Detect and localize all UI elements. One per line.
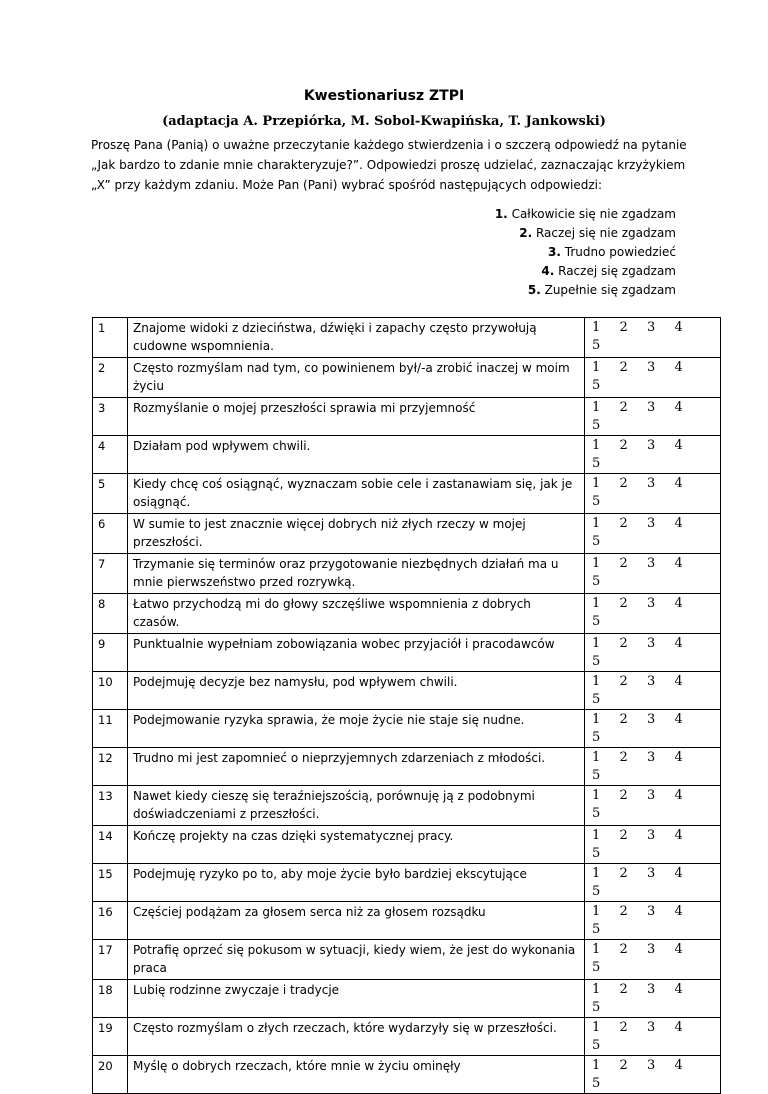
table-row <box>93 514 721 554</box>
scale-entry <box>495 281 676 300</box>
table-row <box>93 710 721 748</box>
questionnaire-table <box>92 317 721 1094</box>
answer-option-2[interactable]: 2 <box>619 750 628 765</box>
item-number: 2 <box>93 358 128 398</box>
answer-option-5[interactable]: 5 <box>592 456 601 471</box>
scale-label: Raczej się nie zgadzam <box>535 226 676 240</box>
answer-option-2[interactable]: 2 <box>619 982 628 997</box>
answer-option-1[interactable]: 1 <box>592 942 601 957</box>
answer-option-2[interactable]: 2 <box>619 360 628 375</box>
item-number: 14 <box>93 826 128 864</box>
table-row <box>93 864 721 902</box>
answer-option-3[interactable]: 3 <box>647 636 656 651</box>
answer-option-3[interactable]: 3 <box>647 1020 656 1035</box>
answer-options <box>585 1018 721 1056</box>
item-number: 9 <box>93 634 128 672</box>
answer-option-4[interactable]: 4 <box>674 866 683 881</box>
answer-options <box>585 864 721 902</box>
item-statement: Trzymanie się terminów oraz przygotowanie niezbędnych działań ma u mnie pierwszeństwo przed rozrywką. <box>128 554 585 594</box>
answer-option-1[interactable]: 1 <box>592 1058 601 1073</box>
answer-option-5[interactable]: 5 <box>592 654 601 669</box>
answer-option-2[interactable]: 2 <box>619 400 628 415</box>
answer-option-3[interactable]: 3 <box>647 750 656 765</box>
item-statement: Potrafię oprzeć się pokusom w sytuacji, kiedy wiem, że jest do wykonania praca <box>128 940 585 980</box>
answer-option-4[interactable]: 4 <box>674 674 683 689</box>
answer-option-1[interactable]: 1 <box>592 360 601 375</box>
table-row <box>93 748 721 786</box>
scale-entry <box>495 243 676 262</box>
answer-option-4[interactable]: 4 <box>674 1020 683 1035</box>
answer-option-1[interactable]: 1 <box>592 788 601 803</box>
answer-option-2[interactable]: 2 <box>619 904 628 919</box>
item-number: 12 <box>93 748 128 786</box>
item-statement: Znajome widoki z dzieciństwa, dźwięki i zapachy często przywołują cudowne wspomnienia. <box>128 318 585 358</box>
answer-option-2[interactable]: 2 <box>619 788 628 803</box>
scale-number: 1. <box>494 207 508 221</box>
answer-option-5[interactable]: 5 <box>592 692 601 707</box>
answer-option-5[interactable]: 5 <box>592 730 601 745</box>
answer-option-5[interactable]: 5 <box>592 378 601 393</box>
answer-option-2[interactable]: 2 <box>619 596 628 611</box>
instructions-line: Proszę Pana (Panią) o uważne przeczytanie każdego stwierdzenia i o szczerą odpowiedź na pytanie <box>91 138 687 152</box>
answer-option-5[interactable]: 5 <box>592 494 601 509</box>
answer-options <box>585 318 721 358</box>
answer-option-2[interactable]: 2 <box>619 828 628 843</box>
answer-options <box>585 710 721 748</box>
answer-option-3[interactable]: 3 <box>647 904 656 919</box>
answer-option-3[interactable]: 3 <box>647 400 656 415</box>
answer-option-5[interactable]: 5 <box>592 338 601 353</box>
answer-option-2[interactable]: 2 <box>619 942 628 957</box>
item-statement: Często rozmyślam o złych rzeczach, które wydarzyły się w przeszłości. <box>128 1018 585 1056</box>
instructions-line: „Jak bardzo to zdanie mnie charakteryzuje?”. Odpowiedzi proszę udzielać, zaznaczając krzyżykiem <box>91 158 686 172</box>
item-number: 15 <box>93 864 128 902</box>
answer-options <box>585 940 721 980</box>
answer-options <box>585 672 721 710</box>
answer-options <box>585 436 721 474</box>
item-number: 17 <box>93 940 128 980</box>
scale-number: 2. <box>519 226 533 240</box>
item-statement: Podejmowanie ryzyka sprawia, że moje życie nie staje się nudne. <box>128 710 585 748</box>
item-number: 5 <box>93 474 128 514</box>
answer-option-3[interactable]: 3 <box>647 476 656 491</box>
answer-option-5[interactable]: 5 <box>592 534 601 549</box>
item-number: 11 <box>93 710 128 748</box>
scale-entry <box>495 224 676 243</box>
answer-option-1[interactable]: 1 <box>592 636 601 651</box>
answer-options <box>585 748 721 786</box>
answer-option-5[interactable]: 5 <box>592 1076 601 1091</box>
answer-option-4[interactable]: 4 <box>674 596 683 611</box>
item-number: 10 <box>93 672 128 710</box>
answer-option-2[interactable]: 2 <box>619 866 628 881</box>
answer-options <box>585 474 721 514</box>
answer-option-1[interactable]: 1 <box>592 750 601 765</box>
answer-option-3[interactable]: 3 <box>647 320 656 335</box>
answer-option-3[interactable]: 3 <box>647 360 656 375</box>
table-row <box>93 554 721 594</box>
scale-entry <box>495 262 676 281</box>
answer-option-2[interactable]: 2 <box>619 1020 628 1035</box>
item-statement: Podejmuję decyzje bez namysłu, pod wpływem chwili. <box>128 672 585 710</box>
scale-label: Zupełnie się zgadzam <box>544 283 676 297</box>
item-statement: W sumie to jest znacznie więcej dobrych niż złych rzeczy w mojej przeszłości. <box>128 514 585 554</box>
item-statement: Kiedy chcę coś osiągnąć, wyznaczam sobie cele i zastanawiam się, jak je osiągnąć. <box>128 474 585 514</box>
answer-option-5[interactable]: 5 <box>592 922 601 937</box>
item-number: 16 <box>93 902 128 940</box>
answer-option-2[interactable]: 2 <box>619 712 628 727</box>
answer-option-4[interactable]: 4 <box>674 942 683 957</box>
answer-option-3[interactable]: 3 <box>647 982 656 997</box>
answer-option-2[interactable]: 2 <box>619 476 628 491</box>
item-statement: Punktualnie wypełniam zobowiązania wobec przyjaciół i pracodawców <box>128 634 585 672</box>
table-row <box>93 358 721 398</box>
item-number: 3 <box>93 398 128 436</box>
table-row <box>93 902 721 940</box>
answer-option-3[interactable]: 3 <box>647 556 656 571</box>
item-statement: Myślę o dobrych rzeczach, które mnie w życiu ominęły <box>128 1056 585 1094</box>
answer-option-3[interactable]: 3 <box>647 788 656 803</box>
page-title: Kwestionariusz ZTPI <box>303 88 465 104</box>
answer-options <box>585 634 721 672</box>
item-statement: Kończę projekty na czas dzięki systematycznej pracy. <box>128 826 585 864</box>
answer-option-5[interactable]: 5 <box>592 418 601 433</box>
answer-option-4[interactable]: 4 <box>674 1058 683 1073</box>
answer-option-3[interactable]: 3 <box>647 438 656 453</box>
item-statement: Często rozmyślam nad tym, co powinienem był/-a zrobić inaczej w moim życiu <box>128 358 585 398</box>
table-row <box>93 594 721 634</box>
answer-option-5[interactable]: 5 <box>592 574 601 589</box>
answer-option-4[interactable]: 4 <box>674 828 683 843</box>
item-statement: Nawet kiedy cieszę się teraźniejszością, porównuję ją z podobnymi doświadczeniami z przeszłości. <box>128 786 585 826</box>
answer-option-4[interactable]: 4 <box>674 400 683 415</box>
answer-option-4[interactable]: 4 <box>674 712 683 727</box>
answer-option-3[interactable]: 3 <box>647 596 656 611</box>
answer-options <box>585 398 721 436</box>
instructions <box>91 135 691 195</box>
answer-option-1[interactable]: 1 <box>592 866 601 881</box>
table-row <box>93 318 721 358</box>
table-row <box>93 1018 721 1056</box>
answer-option-2[interactable]: 2 <box>619 438 628 453</box>
answer-option-5[interactable]: 5 <box>592 846 601 861</box>
answer-option-5[interactable]: 5 <box>592 960 601 975</box>
answer-options <box>585 594 721 634</box>
scale-entry <box>495 205 676 224</box>
answer-option-4[interactable]: 4 <box>674 788 683 803</box>
answer-option-1[interactable]: 1 <box>592 438 601 453</box>
item-number: 19 <box>93 1018 128 1056</box>
answer-option-1[interactable]: 1 <box>592 516 601 531</box>
answer-option-4[interactable]: 4 <box>674 360 683 375</box>
answer-option-1[interactable]: 1 <box>592 674 601 689</box>
answer-option-3[interactable]: 3 <box>647 712 656 727</box>
answer-options <box>585 902 721 940</box>
answer-option-3[interactable]: 3 <box>647 942 656 957</box>
page-subtitle: (adaptacja A. Przepiórka, M. Sobol-Kwapińska, T. Jankowski) <box>162 114 606 129</box>
item-statement: Rozmyślanie o mojej przeszłości sprawia mi przyjemność <box>128 398 585 436</box>
answer-option-5[interactable]: 5 <box>592 614 601 629</box>
scale-label: Trudno powiedzieć <box>564 245 676 259</box>
answer-option-3[interactable]: 3 <box>647 866 656 881</box>
answer-option-1[interactable]: 1 <box>592 904 601 919</box>
item-statement: Częściej podążam za głosem serca niż za głosem rozsądku <box>128 902 585 940</box>
scale-label: Całkowicie się nie zgadzam <box>511 207 676 221</box>
answer-option-2[interactable]: 2 <box>619 1058 628 1073</box>
answer-option-4[interactable]: 4 <box>674 556 683 571</box>
answer-options <box>585 358 721 398</box>
item-number: 13 <box>93 786 128 826</box>
answer-options <box>585 826 721 864</box>
answer-option-5[interactable]: 5 <box>592 768 601 783</box>
answer-options <box>585 514 721 554</box>
answer-option-4[interactable]: 4 <box>674 516 683 531</box>
table-row <box>93 474 721 514</box>
table-row <box>93 672 721 710</box>
answer-option-3[interactable]: 3 <box>647 674 656 689</box>
scale-number: 3. <box>548 245 561 259</box>
answer-option-5[interactable]: 5 <box>592 1000 601 1015</box>
answer-options <box>585 554 721 594</box>
table-row <box>93 980 721 1018</box>
instructions-line: „X” przy każdym zdaniu. Może Pan (Pani) wybrać spośród następujących odpowiedzi: <box>91 178 603 192</box>
answer-option-3[interactable]: 3 <box>647 828 656 843</box>
item-number: 8 <box>93 594 128 634</box>
answer-options <box>585 980 721 1018</box>
answer-option-2[interactable]: 2 <box>619 320 628 335</box>
item-statement: Działam pod wpływem chwili. <box>128 436 585 474</box>
table-row <box>93 826 721 864</box>
answer-option-1[interactable]: 1 <box>592 556 601 571</box>
answer-option-1[interactable]: 1 <box>592 1020 601 1035</box>
table-row <box>93 634 721 672</box>
answer-option-3[interactable]: 3 <box>647 1058 656 1073</box>
item-number: 7 <box>93 554 128 594</box>
table-row <box>93 398 721 436</box>
table-row <box>93 1056 721 1094</box>
answer-options <box>585 786 721 826</box>
answer-option-2[interactable]: 2 <box>619 556 628 571</box>
answer-option-1[interactable]: 1 <box>592 596 601 611</box>
answer-option-4[interactable]: 4 <box>674 636 683 651</box>
answer-scale-legend <box>495 205 676 300</box>
item-statement: Podejmuję ryzyko po to, aby moje życie było bardziej ekscytujące <box>128 864 585 902</box>
answer-option-2[interactable]: 2 <box>619 636 628 651</box>
answer-option-5[interactable]: 5 <box>592 806 601 821</box>
scale-number: 5. <box>527 283 541 297</box>
table-row <box>93 940 721 980</box>
item-statement: Lubię rodzinne zwyczaje i tradycje <box>128 980 585 1018</box>
answer-option-3[interactable]: 3 <box>647 516 656 531</box>
answer-option-4[interactable]: 4 <box>674 982 683 997</box>
item-number: 6 <box>93 514 128 554</box>
item-number: 20 <box>93 1056 128 1094</box>
answer-option-1[interactable]: 1 <box>592 400 601 415</box>
answer-option-4[interactable]: 4 <box>674 750 683 765</box>
answer-option-1[interactable]: 1 <box>592 712 601 727</box>
answer-option-4[interactable]: 4 <box>674 320 683 335</box>
scale-number: 4. <box>541 264 555 278</box>
table-row <box>93 786 721 826</box>
answer-option-4[interactable]: 4 <box>674 438 683 453</box>
answer-option-4[interactable]: 4 <box>674 476 683 491</box>
answer-option-5[interactable]: 5 <box>592 1038 601 1053</box>
item-statement: Trudno mi jest zapomnieć o nieprzyjemnych zdarzeniach z młodości. <box>128 748 585 786</box>
answer-option-1[interactable]: 1 <box>592 476 601 491</box>
item-statement: Łatwo przychodzą mi do głowy szczęśliwe wspomnienia z dobrych czasów. <box>128 594 585 634</box>
item-number: 4 <box>93 436 128 474</box>
table-row <box>93 436 721 474</box>
answer-option-1[interactable]: 1 <box>592 828 601 843</box>
item-number: 18 <box>93 980 128 1018</box>
answer-option-5[interactable]: 5 <box>592 884 601 899</box>
answer-option-2[interactable]: 2 <box>619 516 628 531</box>
answer-option-1[interactable]: 1 <box>592 320 601 335</box>
scale-label: Raczej się zgadzam <box>558 264 676 278</box>
answer-options <box>585 1056 721 1094</box>
answer-option-4[interactable]: 4 <box>674 904 683 919</box>
answer-option-1[interactable]: 1 <box>592 982 601 997</box>
answer-option-2[interactable]: 2 <box>619 674 628 689</box>
item-number: 1 <box>93 318 128 358</box>
